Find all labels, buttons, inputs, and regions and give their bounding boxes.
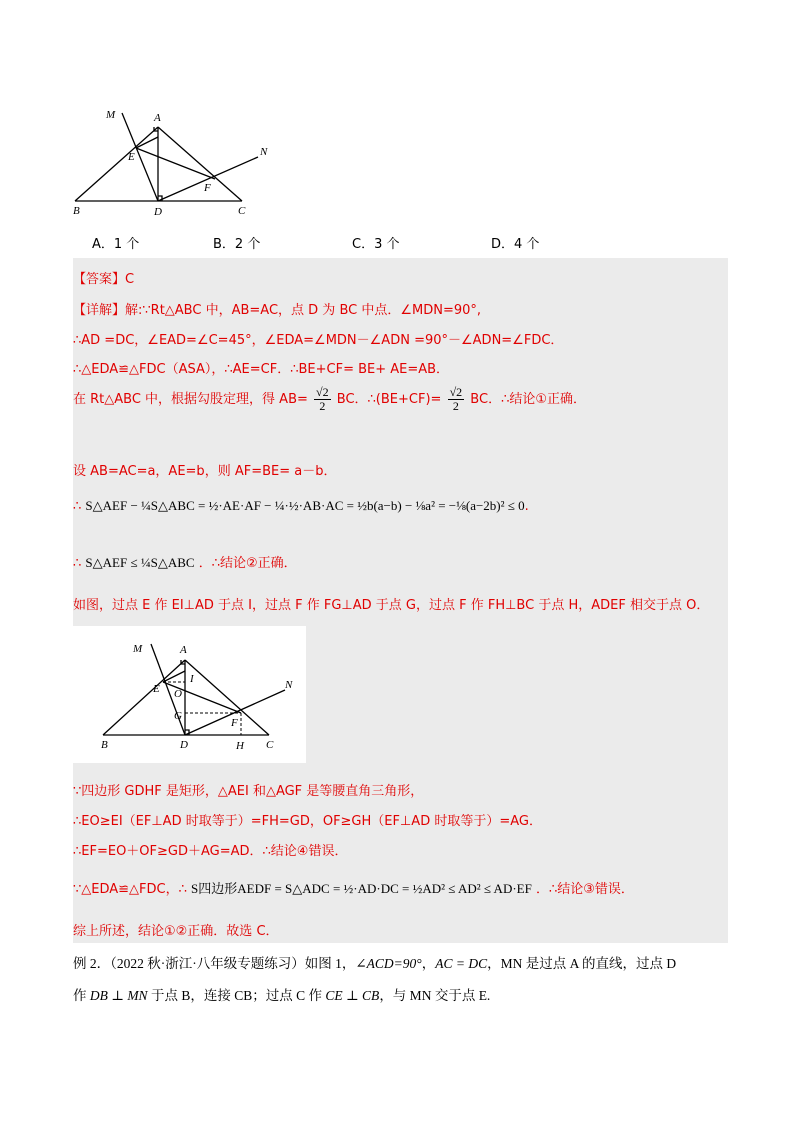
conclusion-2: ．∴结论②正确． <box>198 556 297 571</box>
fig2-label-F: F <box>231 717 238 729</box>
frac-num-b: √2 <box>449 385 463 399</box>
example-text-2a: 作 <box>73 988 87 1003</box>
frac-num: √2 <box>316 385 329 399</box>
choice-c[interactable]: C．3 个 <box>352 237 400 252</box>
detail-line-4 <box>73 386 586 413</box>
answer-value: C <box>125 272 135 287</box>
formula-area-inequality: S△AEF ≤ ¼S△ABC <box>85 555 195 570</box>
example-angle: ∠ACD=90° <box>355 956 422 971</box>
example-ce-cb: CE ⊥ CB <box>325 988 380 1003</box>
example-db-mn: DB ⊥ MN <box>89 988 148 1003</box>
fig2-label-N: N <box>285 679 293 691</box>
example-sep: ， <box>421 956 436 971</box>
detail-text-1: 解:∵Rt△ABC 中，AB=AC，点 D 为 BC 中点．∠MDN=90°, <box>125 303 482 318</box>
detail-text-12a: ∵△EDA≌△FDC，∴ <box>73 882 187 897</box>
choice-d[interactable]: D．4 个 <box>491 237 540 252</box>
detail-line-9: ∵四边形 GDHF 是矩形，△AEI 和△AGF 是等腰直角三角形， <box>73 784 424 799</box>
example-text-2b: 于点 B，连接 CB；过点 C 作 <box>150 988 322 1003</box>
fig2-label-M: M <box>133 643 143 655</box>
detail-line-2: ∴AD =DC，∠EAD=∠C=45°，∠EDA=∠MDN－∠ADN =90°－∠ADN=∠FDC． <box>73 333 564 348</box>
example-2-line-2 <box>73 984 490 1004</box>
detail-text-4a: 在 Rt△ABC 中，根据勾股定理，得 AB= <box>73 392 308 407</box>
fig2-label-H: H <box>236 740 244 752</box>
example-ac-dc: AC = DC <box>435 956 488 971</box>
choice-a[interactable]: A．1 个 <box>92 237 140 252</box>
detail-line-11: ∴EF=EO＋OF≥GD＋AG=AD．∴结论④错误． <box>73 844 348 859</box>
fig1-label-N: N <box>260 146 268 158</box>
period: . <box>524 499 529 514</box>
example-text-1a: 例 2．（2022 秋·浙江·八年级专题练习）如图 1， <box>73 956 356 971</box>
fig2-label-I: I <box>190 673 194 685</box>
fig2-label-E: E <box>153 683 160 695</box>
fig2-label-O: O <box>174 688 182 700</box>
detail-line-13: 综上所述，结论①②正确．故选 C． <box>73 924 279 939</box>
fig1-label-D: D <box>154 206 162 218</box>
detail-line-10: ∴EO≥EI（EF⊥AD 时取等于）=FH=GD，OF≥GH（EF⊥AD 时取等于）=AG． <box>73 814 542 829</box>
fig1-label-M: M <box>106 109 116 121</box>
fig2-label-B: B <box>101 739 108 751</box>
detail-line-7 <box>73 552 297 571</box>
formula-quadrilateral-area: S四边形AEDF = S△ADC = ½·AD·DC = ½AD² ≤ AD² ≤ AD·EF <box>191 881 532 896</box>
figure-2 <box>73 626 306 763</box>
fig2-label-A: A <box>180 644 187 656</box>
fig1-label-B: B <box>73 205 80 217</box>
detail-line-5: 设 AB=AC=a，AE=b，则 AF=BE= a－b． <box>73 464 337 479</box>
conclusion-3: ．∴结论③错误． <box>535 882 634 897</box>
choice-b[interactable]: B．2 个 <box>213 237 261 252</box>
fig1-label-C: C <box>238 205 246 217</box>
fig1-label-E: E <box>128 151 135 163</box>
detail-line-1 <box>73 299 481 318</box>
detail-text-4b: BC．∴(BE+CF)= <box>336 392 442 407</box>
figure-1 <box>70 105 280 220</box>
frac-den: 2 <box>319 399 326 413</box>
detail-tag: 【详解】 <box>73 303 126 318</box>
example-2-line-1 <box>73 952 676 972</box>
detail-line-8: 如图，过点 E 作 EI⊥AD 于点 I，过点 F 作 FG⊥AD 于点 G，过点 F 作 FH⊥BC 于点 H，ADEF 相交于点 O． <box>73 598 710 613</box>
example-text-1b: ，MN 是过点 A 的直线，过点 D <box>487 956 677 971</box>
therefore-symbol-2: ∴ <box>73 556 82 571</box>
fig2-label-D: D <box>180 739 188 751</box>
fig1-label-F: F <box>204 182 211 194</box>
answer-tag: 【答案】 <box>73 272 126 287</box>
example-text-2c: ，与 MN 交于点 E. <box>379 988 491 1003</box>
answer-line <box>73 268 134 287</box>
formula-area-difference: S△AEF − ¼S△ABC = ½·AE·AF − ¼·½·AB·AC = ½b(a−b) − ⅛a² = −⅛(a−2b)² ≤ 0 <box>85 498 525 513</box>
fig1-label-A: A <box>154 112 161 124</box>
detail-text-4c: BC．∴结论①正确． <box>470 392 586 407</box>
detail-line-3: ∴△EDA≌△FDC（ASA），∴AE=CF．∴BE+CF= BE+ AE=AB． <box>73 362 450 377</box>
fraction-sqrt2-over-2 <box>314 386 331 413</box>
fraction-sqrt2-over-2-b <box>448 386 465 413</box>
fig2-label-G: G <box>174 710 182 722</box>
fig2-label-C: C <box>266 739 274 751</box>
detail-line-6 <box>73 498 529 514</box>
therefore-symbol: ∴ <box>73 499 82 514</box>
frac-den-b: 2 <box>452 399 459 413</box>
detail-line-12 <box>73 878 634 897</box>
choices-row <box>0 233 800 253</box>
